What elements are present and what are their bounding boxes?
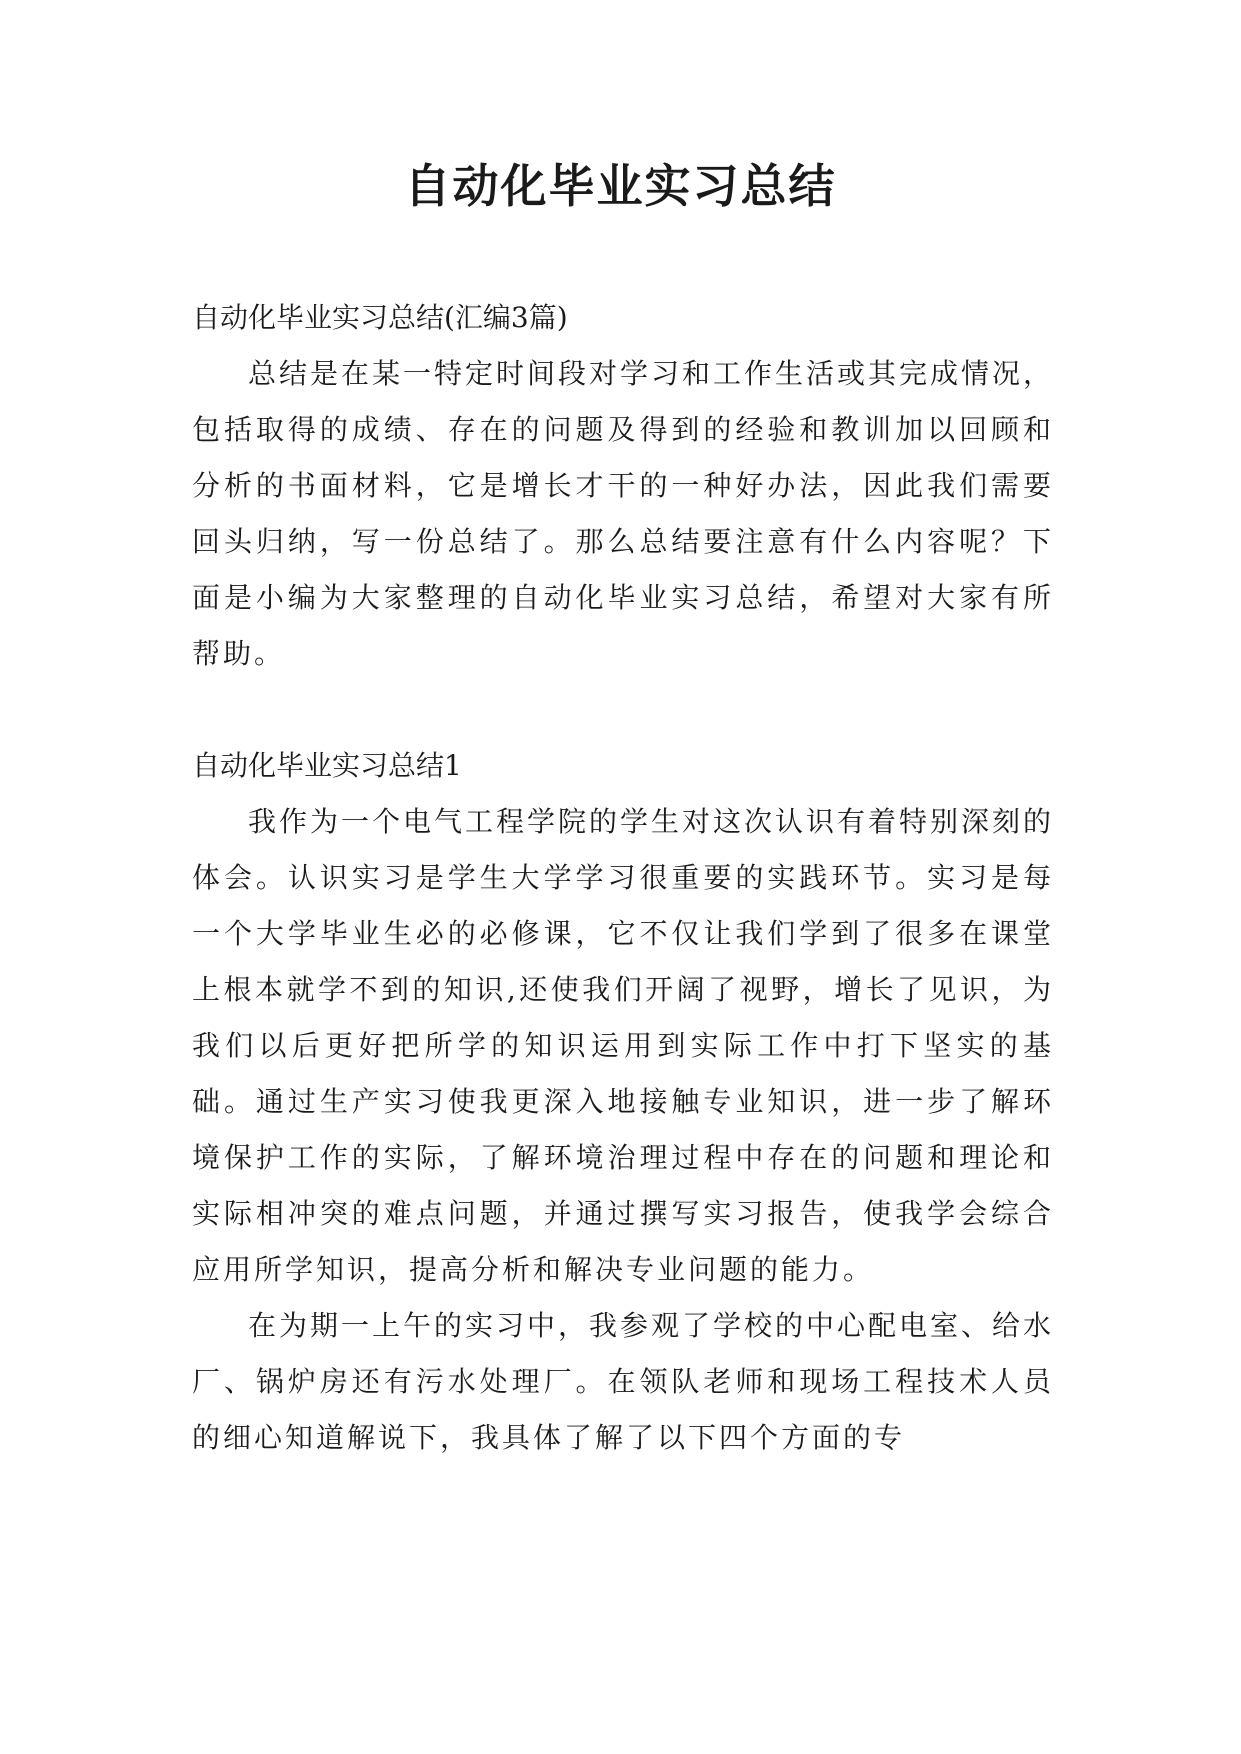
body-paragraph: 在为期一上午的实习中，我参观了学校的中心配电室、给水厂、锅炉房还有污水处理厂。在领队老师和现场工程技术人员的细心知道解说下，我具体了解了以下四个方面的专 xyxy=(192,1309,1055,1454)
intro-paragraph: 总结是在某一特定时间段对学习和工作生活或其完成情况，包括取得的成绩、存在的问题及得到的经验和教训加以回顾和分析的书面材料，它是增长才干的一种好办法，因此我们需要回头归纳，写一份总结了。那么总结要注意有什么内容呢？下面是小编为大家整理的自动化毕业实习总结，希望对大家有所帮助。 xyxy=(192,357,1055,670)
document-body xyxy=(192,290,1054,1466)
body-paragraph: 我作为一个电气工程学院的学生对这次认识有着特别深刻的体会。认识实习是学生大学学习很重要的实践环节。实习是每一个大学毕业生必的必修课，它不仅让我们学到了很多在课堂上根本就学不到的知识,还使我们开阔了视野，增长了见识，为我们以后更好把所学的知识运用到实际工作中打下坚实的基础。通过生产实习使我更深入地接触专业知识，进一步了解环境保护工作的实际，了解环境治理过程中存在的问题和理论和实际相冲突的难点问题，并通过撰写实习报告，使我学会综合应用所学知识，提高分析和解决专业问题的能力。 xyxy=(192,805,1055,1286)
document-subtitle: 自动化毕业实习总结(汇编3篇) xyxy=(192,301,568,334)
section-heading: 自动化毕业实习总结1 xyxy=(192,749,462,782)
document-title: 自动化毕业实习总结 xyxy=(404,159,837,213)
